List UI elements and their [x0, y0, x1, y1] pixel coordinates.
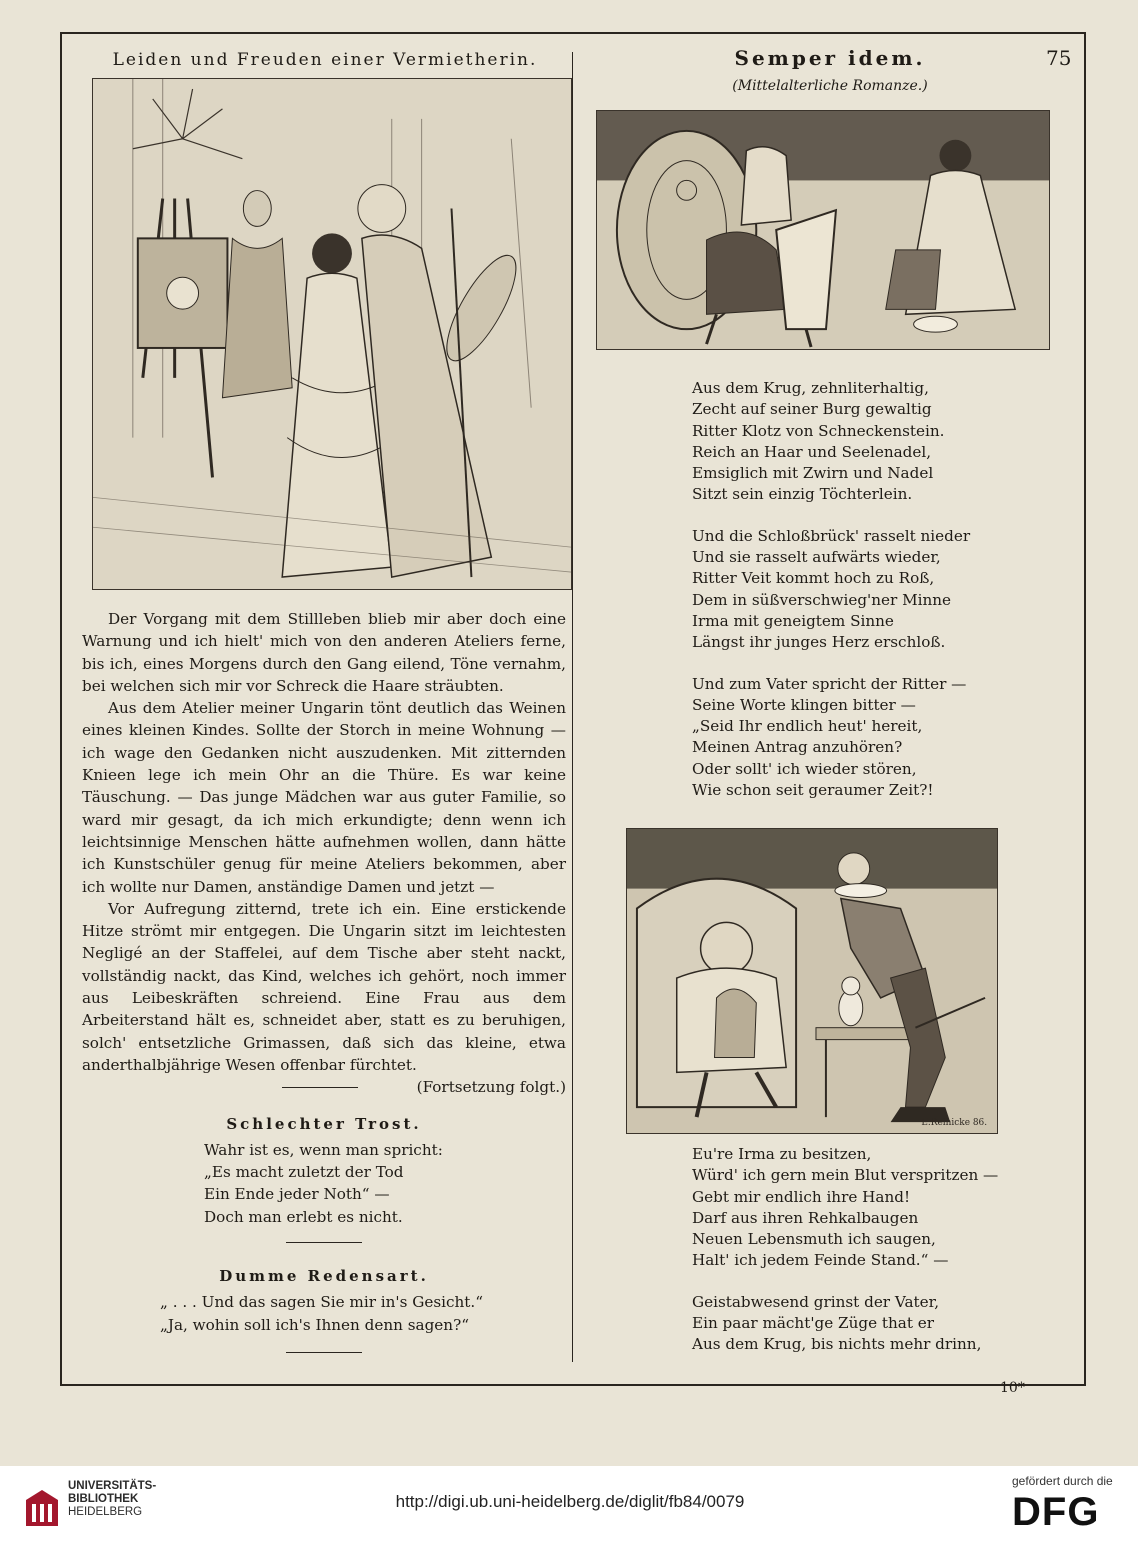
verse-line: Oder sollt' ich wieder stören,: [692, 759, 917, 778]
verse-line: Aus dem Krug, bis nichts mehr drinn,: [692, 1335, 982, 1354]
verse-line: Aus dem Krug, zehnliterhaltig,: [692, 379, 929, 397]
illustration-signature: E.Reinicke 86.: [921, 1118, 988, 1129]
verse-line: Geistabwesend grinst der Vater,: [692, 1292, 940, 1311]
stanza-1: [692, 378, 970, 506]
institution-line: HEIDELBERG: [68, 1506, 143, 1518]
dfg-logo: DFG: [1012, 1490, 1100, 1534]
left-column-header: Leiden und Freuden einer Vermietherin.: [112, 50, 538, 70]
illustration-barrel-and-daughter: [596, 110, 1050, 350]
joke-line: „ . . . Und das sagen Sie mir in's Gesicht.“: [160, 1293, 483, 1312]
verse-line: Eu're Irma zu besitzen,: [692, 1145, 872, 1163]
footer-bar: [0, 1466, 1138, 1546]
stanza-3: [692, 674, 970, 802]
stanza-5: [692, 1292, 998, 1356]
joke-title-dumme-redensart: Dumme Redensart.: [219, 1267, 429, 1286]
prose-paragraph-3: Vor Aufregung zitternd, trete ich ein. Eine erstickende Hitze strömt mir entgegen. Die Ungarin sitzt im leichtesten Negligé an der Staffelei, auf dem Tische aber steht nackt, vollständig nackt, das Kind, welches ich gehört, noch immer aus Leibeskräften schreiend. Eine Frau aus dem Arbeiterstand hält es, schneidet aber, statt es zu beruhigen, solch' entsetzliche Grimassen, daß sich das kleine, etwa anderthalbjährige Wesen offenbar fürchtet.: [82, 899, 566, 1074]
verse-line: Ritter Veit kommt hoch zu Roß,: [692, 569, 935, 588]
stanza-2: [692, 526, 970, 654]
verse-block-top: [692, 378, 970, 821]
continuation-rule: [282, 1087, 358, 1098]
institution-name: [68, 1480, 156, 1519]
stanza-4: [692, 1144, 998, 1272]
poem-line: Ein Ende jeder Noth“ —: [204, 1185, 390, 1204]
institution-line: BIBLIOTHEK: [68, 1493, 139, 1505]
verse-line: Und zum Vater spricht der Ritter —: [692, 674, 967, 693]
verse-line: Darf aus ihren Rehkalbaugen: [692, 1208, 919, 1227]
verse-line: Wie schon seit geraumer Zeit?!: [692, 781, 934, 800]
joke-dumme-redensart: [160, 1291, 566, 1336]
verse-line: Zecht auf seiner Burg gewaltig: [692, 400, 932, 419]
verse-block-bottom: [692, 1144, 998, 1376]
verse-line: Ein paar mächt'ge Züge that er: [692, 1314, 935, 1333]
source-url-link[interactable]: http://digi.ub.uni-heidelberg.de/diglit/fb84/0079: [395, 1492, 745, 1511]
poem-line: Doch man erlebt es nicht.: [204, 1207, 403, 1226]
left-column-text: [82, 608, 566, 1363]
bottom-rule: [60, 1384, 1086, 1386]
joke-line: „Ja, wohin soll ich's Ihnen denn sagen?“: [160, 1315, 469, 1334]
prose-paragraph-2: Aus dem Atelier meiner Ungarin tönt deutlich das Weinen eines kleinen Kindes. Sollte der Storch in meine Wohnung — ich wage den Gedanken nicht auszudenken. Mit zitternden Knieen lege ich mein Ohr an die Thüre. Es war keine Täuschung. — Das junge Mädchen war aus guter Familie, so ward mir gesagt, da ich mich erkundigte; denn wenn ich leichtsinnige Menschen hätte aufnehmen wollen, dann hätte ich Kunstschüler genug für meine Ateliers bekommen, aber ich wollte nur Damen, anständige Damen und jetzt —: [82, 699, 566, 896]
verse-line: Und sie rasselt aufwärts wieder,: [692, 548, 941, 567]
verse-line: Würd' ich gern mein Blut verspritzen —: [692, 1166, 999, 1185]
verse-line: Neuen Lebensmuth ich saugen,: [692, 1230, 936, 1249]
section-rule: [286, 1242, 362, 1243]
verse-line: Gebt mir endlich ihre Hand!: [692, 1187, 911, 1206]
verse-line: Dem in süßverschwieg'ner Minne: [692, 590, 952, 609]
column-divider: [572, 52, 573, 1362]
poem-title-schlechter-trost: Schlechter Trost.: [226, 1114, 422, 1133]
illustration-atelier: [92, 78, 572, 590]
poem-schlechter-trost: [204, 1139, 566, 1228]
verse-line: Halt' ich jedem Feinde Stand.“ —: [692, 1251, 949, 1270]
continuation-line: [82, 1076, 566, 1098]
continuation-note: (Fortsetzung folgt.): [416, 1078, 566, 1097]
verse-line: Meinen Antrag anzuhören?: [692, 738, 903, 757]
verse-line: „Seid Ihr endlich heut' hereit,: [692, 717, 923, 736]
prose-paragraph-1: Der Vorgang mit dem Stillleben blieb mir aber doch eine Warnung und ich hielt' mich von den anderen Ateliers ferne, bis ich, eines Morgens durch den Gang eilend, Töne vernahm, bei welchen sich mir vor Schreck die Haare sträubten.: [82, 610, 566, 695]
verse-line: Reich an Haar und Seelenadel,: [692, 442, 932, 461]
funding-note: gefördert durch die: [1012, 1474, 1113, 1488]
institution-line: UNIVERSITÄTS-: [68, 1480, 157, 1492]
illustration-knight-and-father: [626, 828, 998, 1134]
poem-subtitle: (Mittelalterliche Romanze.): [732, 78, 928, 94]
verse-line: Emsiglich mit Zwirn und Nadel: [692, 464, 934, 483]
poem-line: „Es macht zuletzt der Tod: [204, 1163, 404, 1182]
verse-line: Sitzt sein einzig Töchterlein.: [692, 485, 913, 504]
university-library-logo: [22, 1486, 62, 1530]
verse-line: Irma mit geneigtem Sinne: [692, 611, 894, 630]
verse-line: Seine Worte klingen bitter —: [692, 695, 916, 714]
signature-mark: 10*: [1000, 1380, 1025, 1396]
page-number: 75: [1046, 46, 1072, 70]
right-column-header: Semper idem.: [734, 46, 926, 70]
poem-line: Wahr ist es, wenn man spricht:: [204, 1140, 443, 1159]
verse-line: Längst ihr junges Herz erschloß.: [692, 633, 946, 652]
verse-line: Ritter Klotz von Schneckenstein.: [692, 421, 945, 440]
verse-line: Und die Schloßbrück' rasselt nieder: [692, 526, 971, 545]
section-rule: [286, 1352, 362, 1353]
